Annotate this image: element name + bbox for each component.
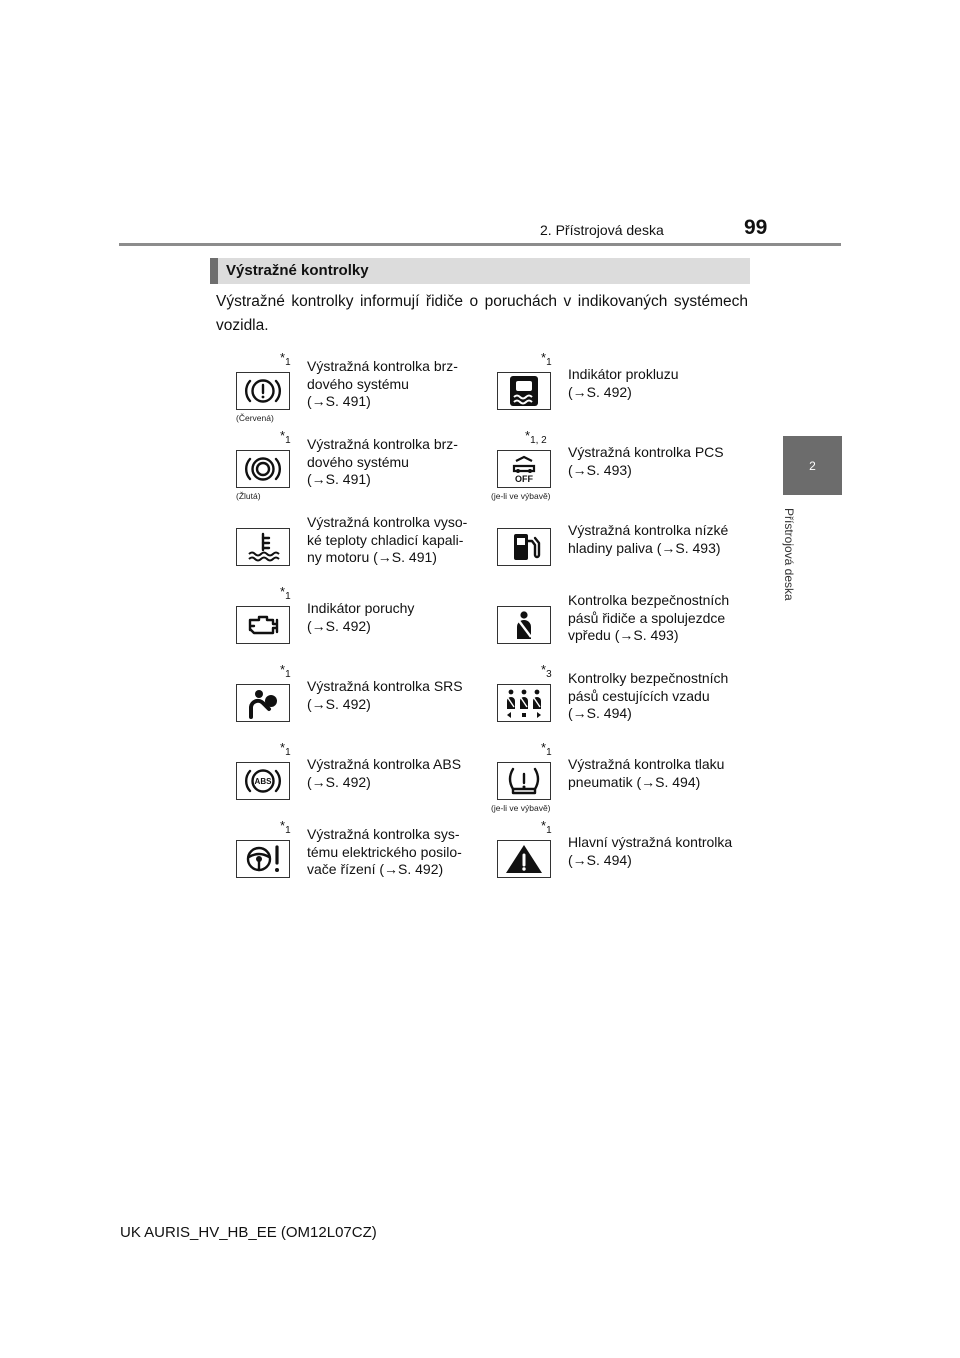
footnote-number: 1 xyxy=(285,591,291,602)
footnote-number: 1 xyxy=(285,747,291,758)
description-line: Kontrolky bezpečnostních xyxy=(568,670,729,686)
description-line: (→S. 492) xyxy=(307,617,371,634)
footnote-marker xyxy=(280,740,291,758)
icon-color-note: (Červená) xyxy=(236,413,274,423)
description-line: pásů cestujících vzadu xyxy=(568,687,710,704)
footnote-marker xyxy=(280,662,291,680)
seatbelt-rear-icon xyxy=(497,684,551,722)
engine-malfunction-icon xyxy=(236,606,290,644)
warning-light-description xyxy=(307,756,461,791)
warning-light-description xyxy=(568,366,679,401)
description-line: Výstražná kontrolka SRS xyxy=(307,678,463,694)
power-steering-icon xyxy=(236,840,290,878)
footnote-number: 1 xyxy=(285,669,291,680)
document-code: UK AURIS_HV_HB_EE (OM12L07CZ) xyxy=(120,1224,377,1241)
warning-light-description xyxy=(307,678,463,713)
warning-light-entry xyxy=(236,818,496,892)
icon-label: OFF xyxy=(515,474,533,484)
description-line: vpředu (→S. 493) xyxy=(568,627,679,643)
description-line: Výstražná kontrolka nízké xyxy=(568,522,729,538)
slip-indicator-icon xyxy=(497,372,551,410)
warning-light-description xyxy=(568,592,729,645)
footnote-asterisk: * xyxy=(280,350,286,365)
footnote-marker xyxy=(541,662,552,680)
warning-light-entry xyxy=(236,740,496,814)
warning-light-description xyxy=(568,444,724,479)
footnote-marker xyxy=(525,428,547,446)
description-line: (→S. 492) xyxy=(568,383,632,400)
footnote-marker xyxy=(541,740,552,758)
description-line: Indikátor poruchy xyxy=(307,600,415,616)
footnote-asterisk: * xyxy=(541,350,547,365)
description-line: hladiny paliva (→S. 493) xyxy=(568,539,721,556)
description-line: pneumatik (→S. 494) xyxy=(568,773,701,790)
warning-light-entry xyxy=(236,584,496,658)
description-line: (→S. 493) xyxy=(568,461,632,478)
footnote-number: 1 xyxy=(285,435,291,446)
footnote-asterisk: * xyxy=(280,428,286,443)
warning-light-description xyxy=(307,358,458,411)
warning-light-description xyxy=(568,670,728,723)
pcs-off-icon xyxy=(497,450,551,488)
warning-light-entry xyxy=(236,350,496,424)
description-line: Výstražná kontrolka tlaku xyxy=(568,756,725,772)
warning-light-entry xyxy=(236,428,496,502)
warning-light-entry xyxy=(236,662,496,736)
footnote-number: 1 xyxy=(285,825,291,836)
abs-icon xyxy=(236,762,290,800)
footnote-marker xyxy=(541,350,552,368)
description-line: Výstražná kontrolka sys- xyxy=(307,826,460,842)
footnote-number: 1, 2 xyxy=(530,435,547,446)
description-line: dového systému xyxy=(307,453,409,470)
footnote-number: 1 xyxy=(546,747,552,758)
coolant-temperature-icon xyxy=(236,528,290,566)
icon-label: ABS xyxy=(254,777,272,786)
warning-light-entry xyxy=(491,740,757,814)
header-divider xyxy=(119,243,841,246)
description-line: Indikátor prokluzu xyxy=(568,366,679,382)
description-line: Výstražná kontrolka ABS xyxy=(307,756,462,772)
icon-color-note: (je-li ve výbavě) xyxy=(491,491,551,501)
footnote-asterisk: * xyxy=(280,818,286,833)
warning-light-entry xyxy=(497,350,757,424)
footnote-asterisk: * xyxy=(280,662,286,677)
footnote-asterisk: * xyxy=(280,584,286,599)
footnote-marker xyxy=(280,428,291,446)
footnote-asterisk: * xyxy=(280,740,286,755)
description-line: (→S. 494) xyxy=(568,705,632,721)
warning-light-description xyxy=(307,436,458,489)
footnote-number: 3 xyxy=(546,669,552,680)
description-line: Kontrolka bezpečnostních xyxy=(568,592,730,608)
description-line: dového systému xyxy=(307,375,409,392)
footnote-number: 1 xyxy=(546,357,552,368)
description-line: Výstražná kontrolka brz- xyxy=(307,436,458,452)
icon-color-note: (Žlutá) xyxy=(236,491,261,501)
intro-paragraph: Výstražné kontrolky informují řidiče o poruchách v indikovaných systémech vozidla. xyxy=(216,293,748,334)
section-heading-bar xyxy=(210,258,750,284)
warning-light-description xyxy=(307,600,414,635)
brake-system-icon xyxy=(236,450,290,488)
footnote-marker xyxy=(280,350,291,368)
chapter-tab-label xyxy=(776,508,816,618)
icon-color-note: (je-li ve výbavě) xyxy=(491,803,551,813)
description-line: Výstražná kontrolka PCS xyxy=(568,444,724,460)
tire-pressure-icon xyxy=(497,762,551,800)
description-line: (→S. 491) xyxy=(307,471,371,487)
footnote-marker xyxy=(280,584,291,602)
warning-light-description xyxy=(568,522,728,557)
page-number: 99 xyxy=(744,216,768,239)
description-line: ké teploty chladicí kapali- xyxy=(307,531,464,548)
warning-light-entry xyxy=(497,584,757,658)
description-line: vače řízení (→S. 492) xyxy=(307,861,444,877)
warning-light-entry xyxy=(497,818,757,892)
master-warning-icon xyxy=(497,840,551,878)
brake-warning-icon xyxy=(236,372,290,410)
description-line: (→S. 491) xyxy=(307,393,371,409)
description-line: Výstražná kontrolka brz- xyxy=(307,358,458,374)
srs-airbag-icon xyxy=(236,684,290,722)
fuel-pump-icon xyxy=(497,528,551,566)
footnote-asterisk: * xyxy=(525,428,531,443)
description-line: (→S. 494) xyxy=(568,851,632,868)
chapter-tab-number: 2 xyxy=(783,436,842,495)
description-line: (→S. 492) xyxy=(307,695,371,712)
section-heading: Výstražné kontrolky xyxy=(226,262,369,279)
seatbelt-front-icon xyxy=(497,606,551,644)
description-line: ny motoru (→S. 491) xyxy=(307,549,437,565)
description-line: (→S. 492) xyxy=(307,773,371,790)
footnote-number: 1 xyxy=(285,357,291,368)
footnote-marker xyxy=(280,818,291,836)
footnote-asterisk: * xyxy=(541,662,547,677)
description-line: Hlavní výstražná kontrolka xyxy=(568,834,733,850)
warning-light-entry xyxy=(497,662,757,736)
warning-light-description xyxy=(307,514,467,567)
description-line: Výstražná kontrolka vyso- xyxy=(307,514,468,530)
description-line: pásů řidiče a spolujezdce xyxy=(568,609,726,626)
description-line: tému elektrického posilo- xyxy=(307,843,462,860)
chapter-tab-label-text: Přístrojová deska xyxy=(782,508,796,601)
footnote-number: 1 xyxy=(546,825,552,836)
warning-light-description xyxy=(568,834,732,869)
warning-light-entry xyxy=(236,506,496,580)
footnote-marker xyxy=(541,818,552,836)
warning-light-description xyxy=(307,826,462,879)
warning-light-entry xyxy=(497,506,757,580)
running-header-section: 2. Přístrojová deska xyxy=(540,222,664,238)
warning-light-description xyxy=(568,756,724,791)
footnote-asterisk: * xyxy=(541,818,547,833)
warning-light-entry xyxy=(491,428,757,502)
footnote-asterisk: * xyxy=(541,740,547,755)
